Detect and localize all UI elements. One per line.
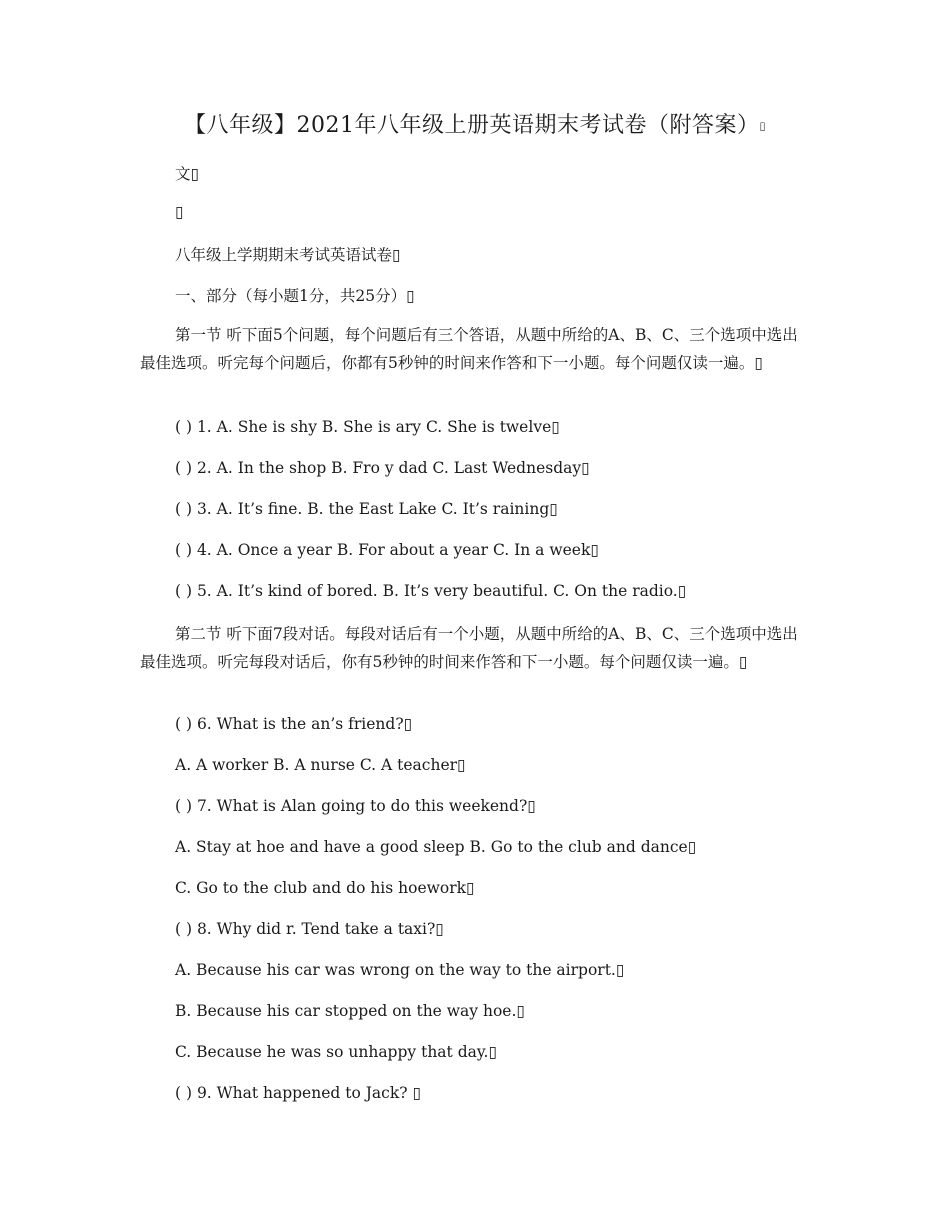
section-2-instructions: 第二节 听下面7段对话。每段对话后有一个小题，从题中所给的A、B、C、三个选项中选出最佳选项。听完每段对话后，你有5秒钟的时间来作答和下一小题。每个问题仅读一遍。▯ xyxy=(140,625,798,671)
question-1: ( ) 1. A. She is shy B. She is ary C. She is twelve▯ xyxy=(175,418,560,436)
question-4: ( ) 4. A. Once a year B. For about a year C. In a week▯ xyxy=(175,541,599,559)
question-8-option-c: C. Because he was so unhappy that day.▯ xyxy=(175,1043,498,1061)
title-text: 【八年级】2021年八年级上册英语期末考试卷（附答案） xyxy=(183,113,760,138)
question-5: ( ) 5. A. It’s kind of bored. B. It’s very beautiful. C. On the radio.▯ xyxy=(175,582,687,600)
question-9: ( ) 9. What happened to Jack? ▯ xyxy=(175,1084,422,1102)
question-6-options: A. A worker B. A nurse C. A teacher▯ xyxy=(175,756,466,774)
question-2: ( ) 2. A. In the shop B. Fro y dad C. Last Wednesday▯ xyxy=(175,459,590,477)
document-title xyxy=(0,108,950,139)
question-8-option-a: A. Because his car was wrong on the way to the airport.▯ xyxy=(175,961,625,979)
question-8-option-b: B. Because his car stopped on the way hoe.▯ xyxy=(175,1002,525,1020)
question-7-options-ab: A. Stay at hoe and have a good sleep B. Go to the club and dance▯ xyxy=(175,838,697,856)
part-heading: 一、部分（每小题1分，共25分）▯ xyxy=(175,287,415,305)
empty-line: ▯ xyxy=(175,203,184,221)
question-8: ( ) 8. Why did r. Tend take a taxi?▯ xyxy=(175,920,444,938)
exam-subtitle: 八年级上学期期末考试英语试卷▯ xyxy=(175,246,401,264)
question-6: ( ) 6. What is the an’s friend?▯ xyxy=(175,715,413,733)
question-3: ( ) 3. A. It’s fine. B. the East Lake C. It’s raining▯ xyxy=(175,500,558,518)
paragraph-mark: ▯ xyxy=(759,119,767,133)
question-7-option-c: C. Go to the club and do his hoework▯ xyxy=(175,879,475,897)
question-7: ( ) 7. What is Alan going to do this weekend?▯ xyxy=(175,797,536,815)
section-1-instructions: 第一节 听下面5个问题，每个问题后有三个答语，从题中所给的A、B、C、三个选项中选出最佳选项。听完每个问题后，你都有5秒钟的时间来作答和下一小题。每个问题仅读一遍。▯ xyxy=(140,326,798,372)
text-line-wen: 文▯ xyxy=(175,165,200,183)
